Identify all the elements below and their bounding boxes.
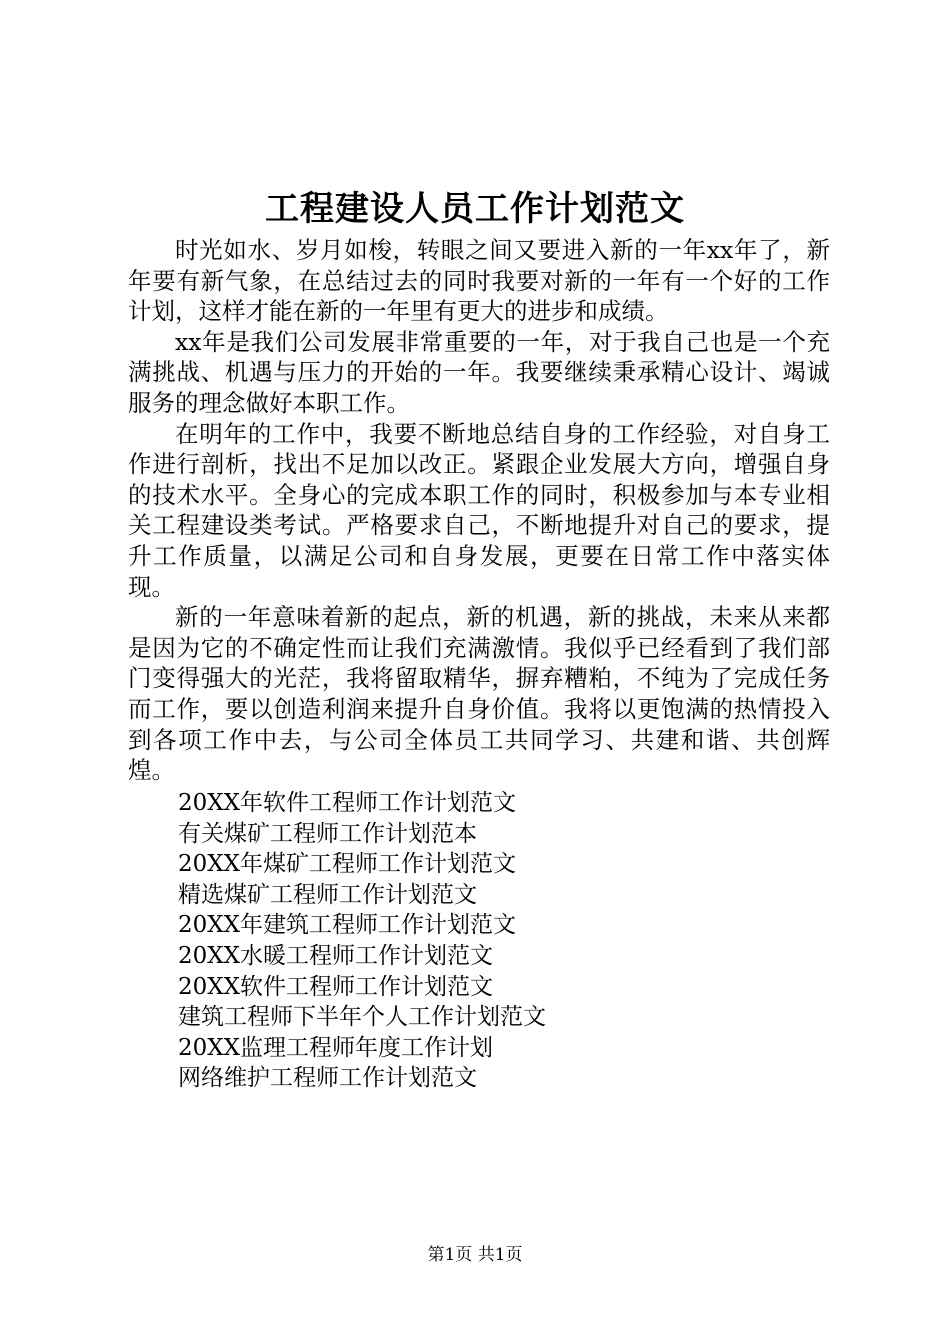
document-title: 工程建设人员工作计划范文 bbox=[265, 189, 685, 229]
paragraph-3: 在明年的工作中，我要不断地总结自身的工作经验，对自身工作进行剖析，找出不足加以改正。紧跟企业发展大方向，增强自身的技术水平。全身心的完成本职工作的同时，积极参加与本专业相关工程建设类考试。严格要求自己，不断地提升对自己的要求，提升工作质量，以满足公司和自身发展，更要在日常工作中落实体现。 bbox=[128, 419, 830, 601]
page-number-footer: 第1页 共1页 bbox=[427, 1245, 523, 1265]
paragraph-2: xx年是我们公司发展非常重要的一年，对于我自己也是一个充满挑战、机遇与压力的开始的一年。我要继续秉承精心设计、竭诚服务的理念做好本职工作。 bbox=[128, 327, 830, 417]
related-article-link[interactable]: 20XX年软件工程师工作计划范文 bbox=[178, 790, 517, 816]
related-articles-list bbox=[178, 788, 838, 1094]
related-article-link[interactable]: 20XX水暖工程师工作计划范文 bbox=[178, 942, 494, 969]
paragraph-1: 时光如水、岁月如梭，转眼之间又要进入新的一年xx年了，新年要有新气象，在总结过去的同时我要对新的一年有一个好的工作计划，这样才能在新的一年里有更大的进步和成绩。 bbox=[128, 236, 830, 326]
related-article-link[interactable]: 精选煤矿工程师工作计划范文 bbox=[178, 881, 477, 908]
related-article-link[interactable]: 网络维护工程师工作计划范文 bbox=[178, 1065, 477, 1092]
related-article-link[interactable]: 建筑工程师下半年个人工作计划范文 bbox=[178, 1004, 546, 1031]
paragraph-4: 新的一年意味着新的起点，新的机遇，新的挑战，未来从来都是因为它的不确定性而让我们充满激情。我似乎已经看到了我们部门变得强大的光茫，我将留取精华，摒弃糟粕，不纯为了完成任务而工作，要以创造利润来提升自身价值。我将以更饱满的热情投入到各项工作中去，与公司全体员工共同学习、共建和谐、共创辉煌。 bbox=[128, 603, 830, 785]
document-body bbox=[128, 235, 830, 786]
related-article-link[interactable]: 有关煤矿工程师工作计划范本 bbox=[178, 820, 477, 847]
related-article-link[interactable]: 20XX软件工程师工作计划范文 bbox=[178, 973, 494, 1000]
related-article-link[interactable]: 20XX年建筑工程师工作计划范文 bbox=[178, 912, 517, 939]
related-article-link[interactable]: 20XX年煤矿工程师工作计划范文 bbox=[178, 851, 517, 878]
related-article-link[interactable]: 20XX监理工程师年度工作计划 bbox=[178, 1034, 494, 1061]
